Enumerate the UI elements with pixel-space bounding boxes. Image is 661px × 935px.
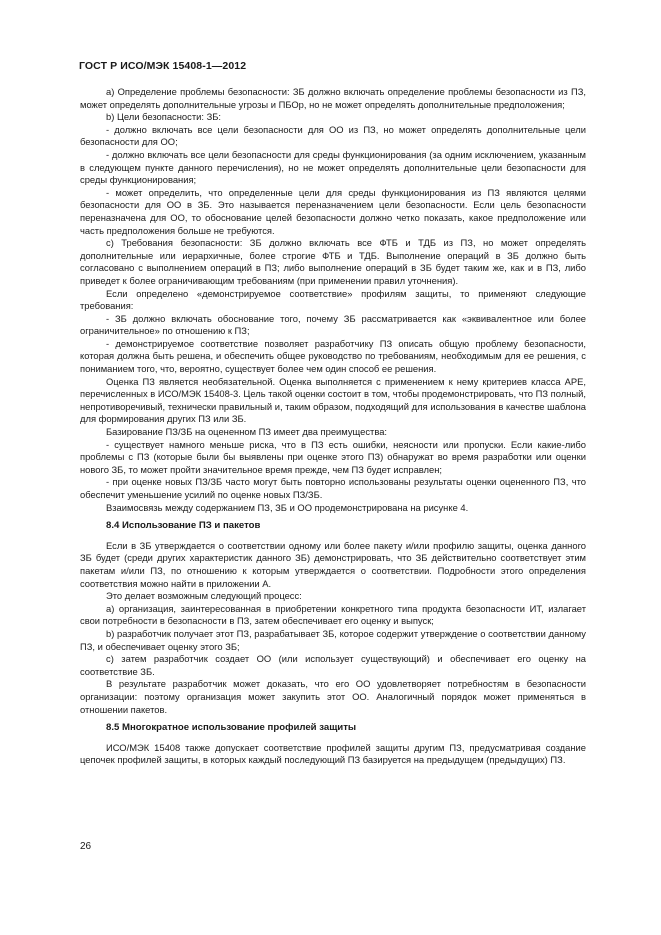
paragraph: a) Определение проблемы безопасности: ЗБ должно включать определение проблемы безопасности из ПЗ, может определять дополнительные угрозы и ПБОр, но не может определять дополнительные предположения;: [80, 86, 586, 110]
paragraph: Если в ЗБ утверждается о соответствии одному или более пакету и/или профилю защиты, оценка данного ЗБ будет (среди других характеристик данного ЗБ) демонстрировать, что ЗБ действительно соответствует этим пакетам и/или ПЗ, по отношению к которым утверждается о соответствии. Подробности этого определения соответствия можно найти в приложении А.: [80, 539, 586, 589]
paragraph: Базирование ПЗ/ЗБ на оцененном ПЗ имеет два преимущества:: [106, 426, 388, 438]
paragraph: В результате разработчик может доказать, что его ОО удовлетворяет потребностям в безопасности организации: поэтому организация может закупить этот ОО. Аналогичный порядок может применяться в отношении пакетов.: [80, 678, 586, 715]
paragraph: Если определено «демонстрируемое соответствие» профилям защиты, то применяют следующие требования:: [80, 287, 586, 312]
running-header: ГОСТ Р ИСО/МЭК 15408-1—2012: [79, 60, 247, 72]
body-text: [80, 86, 586, 767]
paragraph: b) Цели безопасности: ЗБ:: [106, 111, 221, 123]
paragraph: a) организация, заинтересованная в приобретении конкретного типа продукта безопасности ИТ, излагает свои потребности в безопасности в ПЗ, затем обеспечивает его оценку и выпуск;: [80, 602, 586, 627]
paragraph: c) затем разработчик создает ОО (или использует существующий) и обеспечивает его оценку на соответствие ЗБ.: [80, 653, 586, 677]
paragraph: - ЗБ должно включать обоснование того, почему ЗБ рассматривается как «эквивалентное или более ограничительное» по отношению к ПЗ;: [80, 312, 586, 337]
section-heading: 8.4 Использование ПЗ и пакетов: [106, 520, 261, 532]
paragraph: Оценка ПЗ является необязательной. Оценка выполняется с применением к нему критериев класса APE, перечисленных в ИСО/МЭК 15408-3. Цель такой оценки состоит в том, чтобы продемонстрировать, что ПЗ полный, непротиворечивый, технически правильный и, таким образом, подходящий для использования в качестве шаблона для формирования других ПЗ или ЗБ.: [80, 375, 586, 425]
paragraph: - демонстрируемое соответствие позволяет разработчику ПЗ описать общую проблему безопасности, которая должна быть решена, и обеспечить общее руководство по требованиям, необходимым для ее решения, с пониманием того, что, вероятно, существует более чем один способ ее решения.: [80, 337, 586, 375]
paragraph: Взаимосвязь между содержанием ПЗ, ЗБ и ОО продемонстрирована на рисунке 4.: [106, 501, 469, 513]
section-heading: 8.5 Многократное использование профилей защиты: [106, 722, 357, 734]
paragraph: - должно включать все цели безопасности для ОО из ПЗ, но может определять дополнительные цели безопасности для ОО;: [80, 123, 586, 148]
paragraph: - должно включать все цели безопасности для среды функционирования (за одним исключением, указанным в следующем пункте данного перечисления), но не может определять дополнительные цели безопасности для среды функционирования;: [80, 148, 586, 186]
paragraph: Это делает возможным следующий процесс:: [106, 590, 302, 602]
paragraph: ИСО/МЭК 15408 также допускает соответствие профилей защиты другим ПЗ, предусматривая создание цепочек профилей защиты, в которых каждый последующий ПЗ базируется на предыдущем (предыдущих) ПЗ.: [80, 741, 586, 766]
page-number: 26: [80, 841, 92, 852]
paragraph: - может определить, что определенные цели для среды функционирования из ПЗ являются целями безопасности для ОО в ЗБ. Это называется переназначением цели безопасности. Если цель безопасности переназначена для ОО, то обоснование целей безопасности должно четко показать, какое предположение или часть предположения больше не требуются.: [80, 186, 586, 236]
paragraph: c) Требования безопасности: ЗБ должно включать все ФТБ и ТДБ из ПЗ, но может определять дополнительные или иерархичные, более строгие ФТБ и ТДБ. Выполнение операций в ЗБ должно быть согласовано с выполнением операций в ПЗ; либо выполнение операций в ЗБ будет таким же, как и в ПЗ, либо приведет к более ограничивающим требованиям (при применении правил уточнения).: [80, 237, 586, 286]
paragraph: - существует намного меньше риска, что в ПЗ есть ошибки, неясности или пропуски. Если какие-либо проблемы с ПЗ (которые были бы выявлены при оценке этого ПЗ) обнаружат во время разработки или оценки нового ЗБ, то может пройти значительное время прежде, чем ПЗ будет исправлен;: [80, 438, 586, 475]
paragraph: b) разработчик получает этот ПЗ, разрабатывает ЗБ, которое содержит утверждение о соответствии данному ПЗ, и обеспечивает оценку этого ЗБ;: [80, 627, 586, 652]
paragraph: - при оценке новых ПЗ/ЗБ часто могут быть повторно использованы результаты оценки оцененного ПЗ, что обеспечит уменьшение усилий по оценке новых ПЗ/ЗБ.: [80, 476, 586, 500]
